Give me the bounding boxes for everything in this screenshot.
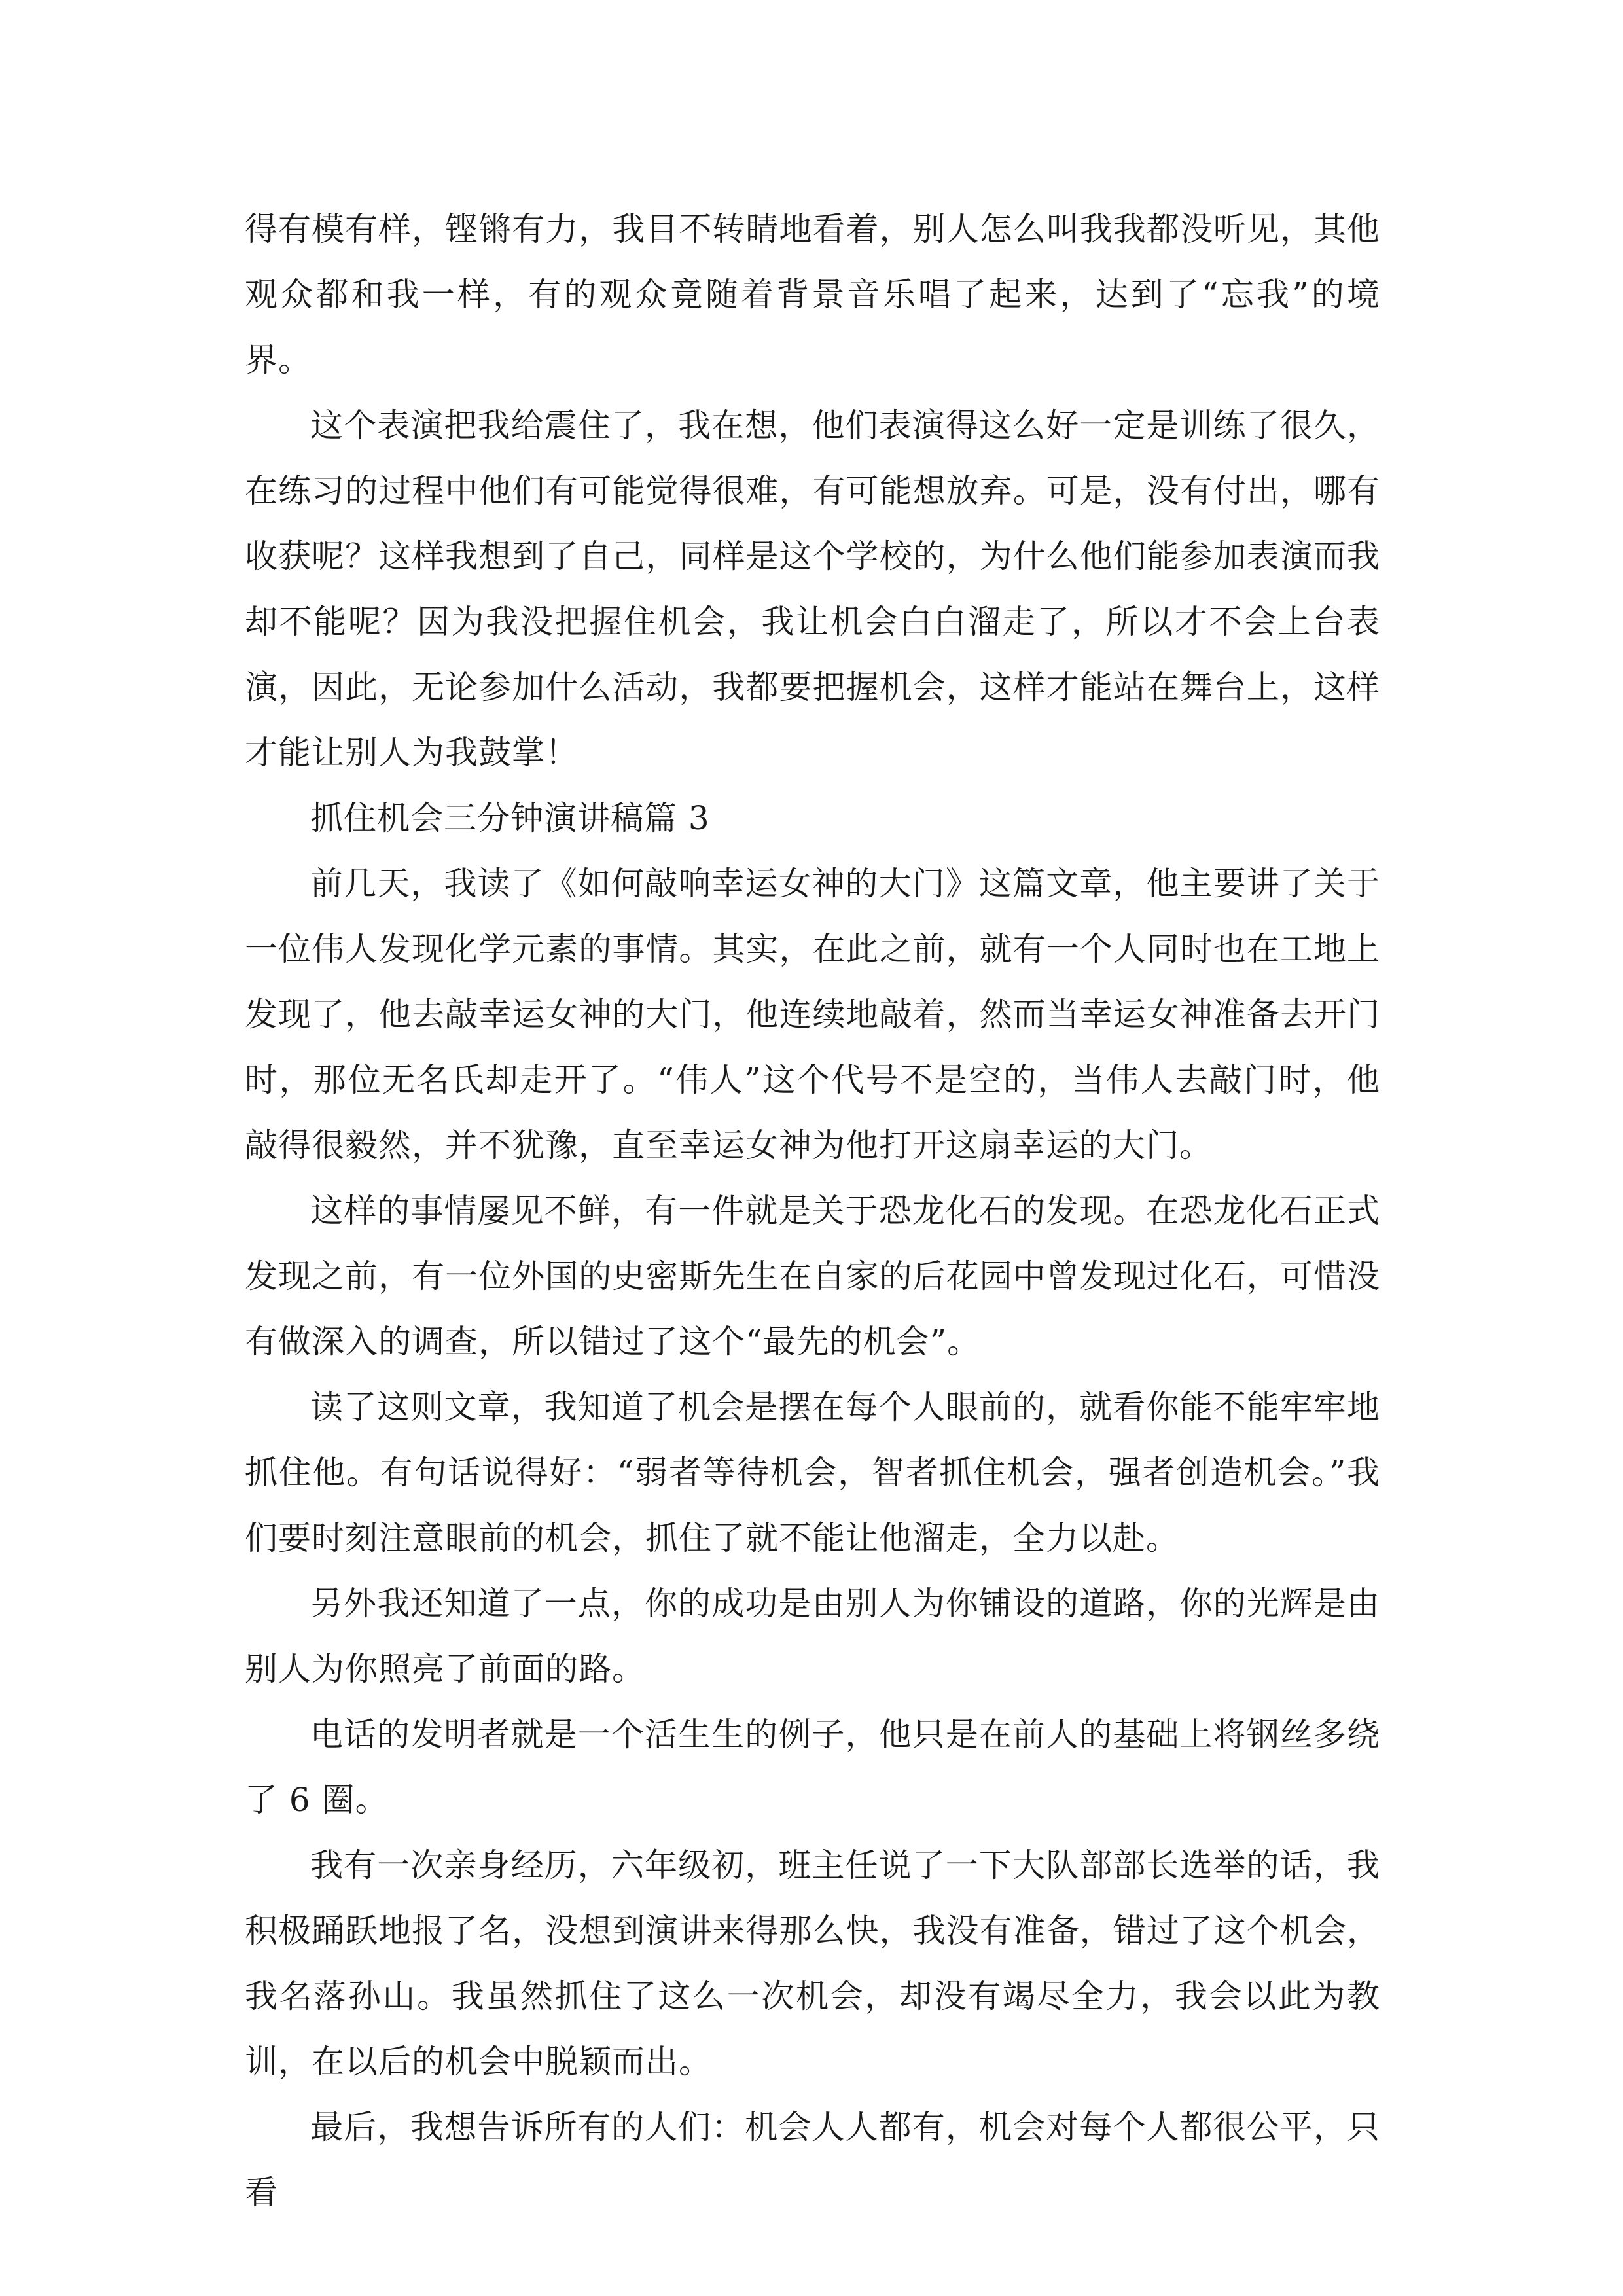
paragraph-continuation: 得有模有样，铿锵有力，我目不转睛地看着，别人怎么叫我我都没听见，其他观众都和我一样，有的观众竟随着背景音乐唱了起来，达到了“忘我”的境界。: [245, 210, 1380, 379]
paragraph: 前几天，我读了《如何敲响幸运女神的大门》这篇文章，他主要讲了关于一位伟人发现化学元素的事情。其实，在此之前，就有一个人同时也在工地上发现了，他去敲幸运女神的大门，他连续地敲着，然而当幸运女神准备去开门时，那位无名氏却走开了。“伟人”这个代号不是空的，当伟人去敲门时，他敲得很毅然，并不犹豫，直至幸运女神为他打开这扇幸运的大门。: [245, 865, 1380, 1164]
paragraph: 这样的事情屡见不鲜，有一件就是关于恐龙化石的发现。在恐龙化石正式发现之前，有一位外国的史密斯先生在自家的后花园中曾发现过化石，可惜没有做深入的调查，所以错过了这个“最先的机会”。: [245, 1192, 1380, 1361]
paragraph: 我有一次亲身经历，六年级初，班主任说了一下大队部部长选举的话，我积极踊跃地报了名，没想到演讲来得那么快，我没有准备，错过了这个机会，我名落孙山。我虽然抓住了这么一次机会，却没有竭尽全力，我会以此为教训，在以后的机会中脱颖而出。: [245, 1846, 1380, 2081]
document-body: [245, 196, 1380, 2225]
paragraph: 最后，我想告诉所有的人们：机会人人都有，机会对每个人都很公平，只看: [245, 2108, 1380, 2212]
paragraph: 读了这则文章，我知道了机会是摆在每个人眼前的，就看你能不能牢牢地抓住他。有句话说得好：“弱者等待机会，智者抓住机会，强者创造机会。”我们要时刻注意眼前的机会，抓住了就不能让他溜走，全力以赴。: [245, 1388, 1380, 1557]
paragraph: 这个表演把我给震住了，我在想，他们表演得这么好一定是训练了很久，在练习的过程中他们有可能觉得很难，有可能想放弃。可是，没有付出，哪有收获呢？这样我想到了自己，同样是这个学校的，为什么他们能参加表演而我却不能呢？因为我没把握住机会，我让机会白白溜走了，所以才不会上台表演，因此，无论参加什么活动，我都要把握机会，这样才能站在舞台上，这样才能让别人为我鼓掌！: [245, 406, 1380, 772]
paragraph: 另外我还知道了一点，你的成功是由别人为你铺设的道路，你的光辉是由别人为你照亮了前面的路。: [245, 1585, 1380, 1688]
section-heading: 抓住机会三分钟演讲稿篇 3: [310, 799, 710, 837]
paragraph: 电话的发明者就是一个活生生的例子，他只是在前人的基础上将钢丝多绕了 6 圈。: [245, 1715, 1380, 1819]
